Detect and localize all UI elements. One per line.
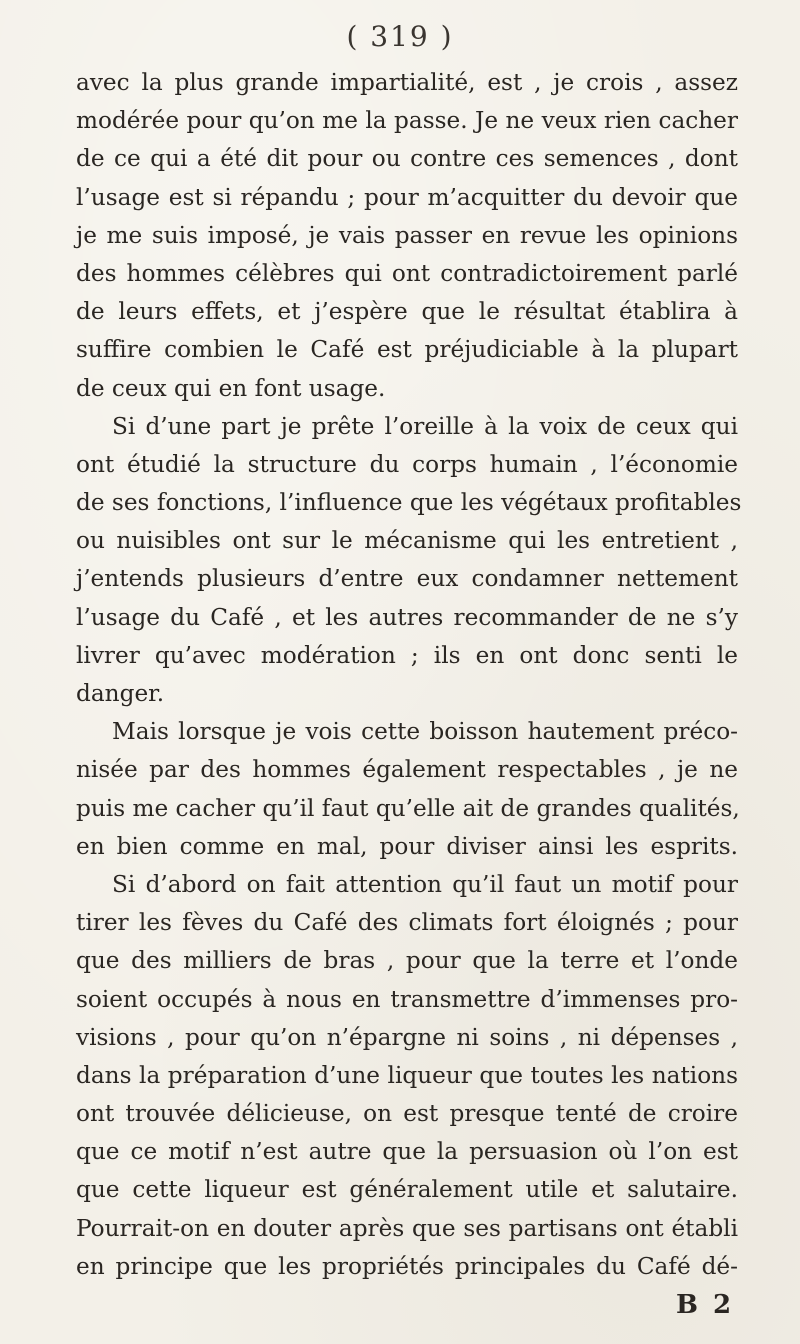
text-line: que ce motif n’est autre que la persuasion où l’on est (76, 1138, 738, 1166)
text-line: suffire combien le Café est préjudiciable à la plupart (76, 336, 738, 364)
text-line: de ce qui a été dit pour ou contre ces semences , dont (76, 145, 738, 173)
signature-mark: B 2 (676, 1290, 735, 1320)
text-line: ont trouvée délicieuse, on est presque tenté de croire (76, 1100, 738, 1128)
text-line: en bien comme en mal, pour diviser ainsi les esprits. (76, 832, 738, 860)
text-line: livrer qu’avec modération ; ils en ont donc senti le (76, 641, 738, 669)
text-line: Pourrait-on en douter après que ses partisans ont établi (76, 1214, 738, 1242)
text-line: puis me cacher qu’il faut qu’elle ait de grandes qualités, (76, 794, 740, 822)
paragraph-start-line: Si d’abord on fait attention qu’il faut un motif pour (112, 870, 738, 898)
text-line: ont étudié la structure du corps humain , l’économie (76, 450, 738, 478)
body-text (76, 64, 742, 1286)
text-line: l’usage du Café , et les autres recommander de ne s’y (76, 603, 738, 631)
text-line: soient occupés à nous en transmettre d’immenses pro- (76, 985, 738, 1013)
text-line: je me suis imposé, je vais passer en revue les opinions (76, 221, 738, 249)
page-number: ( 319 ) (346, 20, 454, 53)
text-line: des hommes célèbres qui ont contradictoirement parlé (76, 259, 738, 287)
text-line: l’usage est si répandu ; pour m’acquitter du devoir que (76, 183, 738, 211)
text-line: ou nuisibles ont sur le mécanisme qui les entretient , (76, 527, 738, 555)
text-line: de ceux qui en font usage. (76, 374, 386, 402)
text-line: j’entends plusieurs d’entre eux condamner nettement (76, 565, 738, 593)
paragraph-start-line: Mais lorsque je vois cette boisson hautement préco- (112, 718, 738, 746)
text-line: dans la préparation d’une liqueur que toutes les nations (76, 1061, 738, 1089)
text-line: modérée pour qu’on me la passe. Je ne veux rien cacher (76, 107, 738, 135)
text-line: avec la plus grande impartialité, est , je crois , assez (76, 69, 738, 96)
paragraph-start-line: Si d’une part je prête l’oreille à la voix de ceux qui (112, 412, 738, 440)
text-line: nisée par des hommes également respectables , je ne (76, 756, 738, 784)
text-line: de ses fonctions, l’influence que les végétaux profitables (76, 489, 742, 517)
text-line: que des milliers de bras , pour que la terre et l’onde (76, 947, 738, 975)
text-line: tirer les fèves du Café des climats fort éloignés ; pour (76, 909, 738, 937)
text-line: en principe que les propriétés principales du Café dé- (76, 1252, 738, 1280)
text-line: danger. (76, 680, 165, 707)
text-line: de leurs effets, et j’espère que le résultat établira à (76, 298, 738, 326)
text-line: que cette liqueur est généralement utile et salutaire. (76, 1176, 738, 1204)
text-line: visions , pour qu’on n’épargne ni soins , ni dépenses , (76, 1023, 738, 1051)
